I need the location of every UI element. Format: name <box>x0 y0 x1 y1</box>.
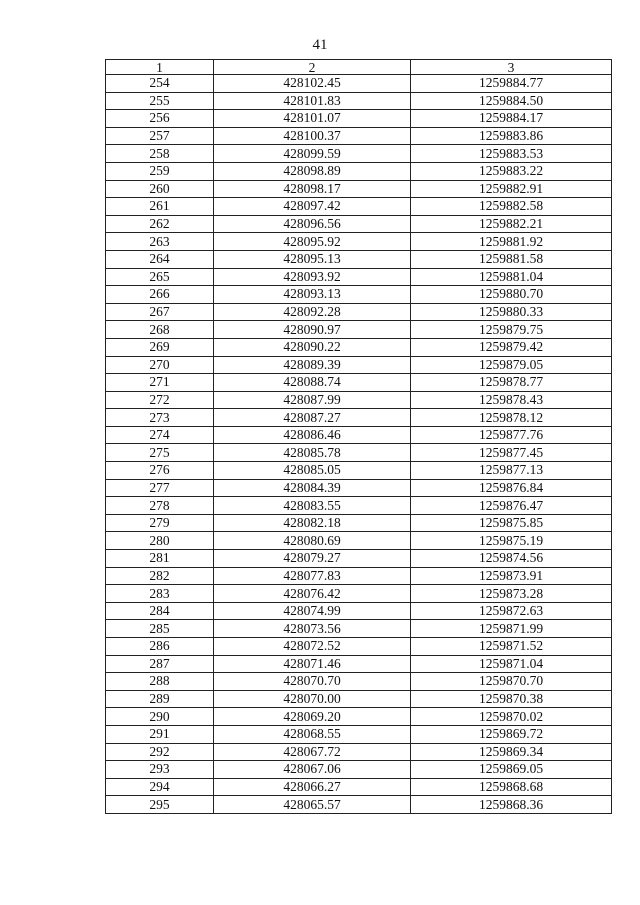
y-coordinate-cell: 1259881.04 <box>411 268 612 286</box>
y-coordinate-cell: 1259869.05 <box>411 761 612 779</box>
point-number-cell: 281 <box>106 550 214 568</box>
point-number-cell: 286 <box>106 638 214 656</box>
table-row <box>106 426 612 444</box>
y-coordinate-cell: 1259883.53 <box>411 145 612 163</box>
column-header-3: 3 <box>411 60 612 75</box>
point-number-cell: 277 <box>106 479 214 497</box>
coordinates-table <box>105 59 612 814</box>
table-row <box>106 233 612 251</box>
y-coordinate-cell: 1259882.21 <box>411 215 612 233</box>
table-row <box>106 303 612 321</box>
y-coordinate-cell: 1259870.38 <box>411 690 612 708</box>
y-coordinate-cell: 1259869.72 <box>411 725 612 743</box>
point-number-cell: 285 <box>106 620 214 638</box>
table-row <box>106 655 612 673</box>
y-coordinate-cell: 1259876.84 <box>411 479 612 497</box>
column-header-1: 1 <box>106 60 214 75</box>
point-number-cell: 260 <box>106 180 214 198</box>
page-number: 41 <box>312 37 328 53</box>
y-coordinate-cell: 1259883.22 <box>411 162 612 180</box>
table-row <box>106 497 612 515</box>
point-number-cell: 293 <box>106 761 214 779</box>
x-coordinate-cell: 428071.46 <box>214 655 411 673</box>
x-coordinate-cell: 428085.05 <box>214 462 411 480</box>
table-row <box>106 462 612 480</box>
x-coordinate-cell: 428070.70 <box>214 673 411 691</box>
x-coordinate-cell: 428066.27 <box>214 778 411 796</box>
table-row <box>106 110 612 128</box>
point-number-cell: 287 <box>106 655 214 673</box>
x-coordinate-cell: 428090.22 <box>214 338 411 356</box>
table-body <box>106 75 612 814</box>
table-row <box>106 585 612 603</box>
x-coordinate-cell: 428083.55 <box>214 497 411 515</box>
y-coordinate-cell: 1259879.42 <box>411 338 612 356</box>
x-coordinate-cell: 428069.20 <box>214 708 411 726</box>
x-coordinate-cell: 428102.45 <box>214 75 411 93</box>
y-coordinate-cell: 1259872.63 <box>411 602 612 620</box>
table-row <box>106 514 612 532</box>
y-coordinate-cell: 1259884.50 <box>411 92 612 110</box>
x-coordinate-cell: 428089.39 <box>214 356 411 374</box>
x-coordinate-cell: 428101.07 <box>214 110 411 128</box>
point-number-cell: 254 <box>106 75 214 93</box>
x-coordinate-cell: 428077.83 <box>214 567 411 585</box>
x-coordinate-cell: 428084.39 <box>214 479 411 497</box>
y-coordinate-cell: 1259877.45 <box>411 444 612 462</box>
table-row <box>106 550 612 568</box>
point-number-cell: 262 <box>106 215 214 233</box>
y-coordinate-cell: 1259879.05 <box>411 356 612 374</box>
y-coordinate-cell: 1259880.33 <box>411 303 612 321</box>
point-number-cell: 268 <box>106 321 214 339</box>
table-row <box>106 444 612 462</box>
y-coordinate-cell: 1259870.02 <box>411 708 612 726</box>
x-coordinate-cell: 428068.55 <box>214 725 411 743</box>
table-header <box>106 60 612 75</box>
point-number-cell: 255 <box>106 92 214 110</box>
header-row <box>106 60 612 75</box>
x-coordinate-cell: 428085.78 <box>214 444 411 462</box>
table-row <box>106 690 612 708</box>
table-row <box>106 391 612 409</box>
point-number-cell: 288 <box>106 673 214 691</box>
x-coordinate-cell: 428070.00 <box>214 690 411 708</box>
y-coordinate-cell: 1259878.12 <box>411 409 612 427</box>
y-coordinate-cell: 1259878.43 <box>411 391 612 409</box>
point-number-cell: 261 <box>106 198 214 216</box>
point-number-cell: 265 <box>106 268 214 286</box>
point-number-cell: 264 <box>106 250 214 268</box>
point-number-cell: 259 <box>106 162 214 180</box>
x-coordinate-cell: 428098.89 <box>214 162 411 180</box>
table-row <box>106 215 612 233</box>
x-coordinate-cell: 428087.99 <box>214 391 411 409</box>
y-coordinate-cell: 1259876.47 <box>411 497 612 515</box>
point-number-cell: 278 <box>106 497 214 515</box>
point-number-cell: 283 <box>106 585 214 603</box>
y-coordinate-cell: 1259877.13 <box>411 462 612 480</box>
y-coordinate-cell: 1259875.19 <box>411 532 612 550</box>
table-row <box>106 180 612 198</box>
point-number-cell: 282 <box>106 567 214 585</box>
point-number-cell: 284 <box>106 602 214 620</box>
x-coordinate-cell: 428079.27 <box>214 550 411 568</box>
x-coordinate-cell: 428100.37 <box>214 127 411 145</box>
point-number-cell: 258 <box>106 145 214 163</box>
x-coordinate-cell: 428074.99 <box>214 602 411 620</box>
x-coordinate-cell: 428090.97 <box>214 321 411 339</box>
point-number-cell: 263 <box>106 233 214 251</box>
x-coordinate-cell: 428076.42 <box>214 585 411 603</box>
table-row <box>106 708 612 726</box>
point-number-cell: 294 <box>106 778 214 796</box>
table-row <box>106 145 612 163</box>
point-number-cell: 267 <box>106 303 214 321</box>
table-row <box>106 409 612 427</box>
y-coordinate-cell: 1259879.75 <box>411 321 612 339</box>
table-row <box>106 602 612 620</box>
table-row <box>106 567 612 585</box>
y-coordinate-cell: 1259880.70 <box>411 286 612 304</box>
y-coordinate-cell: 1259873.28 <box>411 585 612 603</box>
x-coordinate-cell: 428080.69 <box>214 532 411 550</box>
table-row <box>106 286 612 304</box>
table-row <box>106 250 612 268</box>
table-row <box>106 127 612 145</box>
x-coordinate-cell: 428099.59 <box>214 145 411 163</box>
table-row <box>106 75 612 93</box>
y-coordinate-cell: 1259884.17 <box>411 110 612 128</box>
point-number-cell: 292 <box>106 743 214 761</box>
point-number-cell: 276 <box>106 462 214 480</box>
y-coordinate-cell: 1259881.92 <box>411 233 612 251</box>
y-coordinate-cell: 1259871.52 <box>411 638 612 656</box>
point-number-cell: 271 <box>106 374 214 392</box>
point-number-cell: 289 <box>106 690 214 708</box>
x-coordinate-cell: 428093.92 <box>214 268 411 286</box>
y-coordinate-cell: 1259871.99 <box>411 620 612 638</box>
point-number-cell: 272 <box>106 391 214 409</box>
y-coordinate-cell: 1259875.85 <box>411 514 612 532</box>
x-coordinate-cell: 428096.56 <box>214 215 411 233</box>
table-row <box>106 725 612 743</box>
y-coordinate-cell: 1259883.86 <box>411 127 612 145</box>
y-coordinate-cell: 1259868.36 <box>411 796 612 814</box>
y-coordinate-cell: 1259873.91 <box>411 567 612 585</box>
table-row <box>106 638 612 656</box>
column-header-2: 2 <box>214 60 411 75</box>
point-number-cell: 279 <box>106 514 214 532</box>
y-coordinate-cell: 1259868.68 <box>411 778 612 796</box>
table-row <box>106 92 612 110</box>
table-row <box>106 620 612 638</box>
x-coordinate-cell: 428088.74 <box>214 374 411 392</box>
point-number-cell: 295 <box>106 796 214 814</box>
table-row <box>106 479 612 497</box>
point-number-cell: 275 <box>106 444 214 462</box>
x-coordinate-cell: 428072.52 <box>214 638 411 656</box>
point-number-cell: 266 <box>106 286 214 304</box>
table-row <box>106 198 612 216</box>
y-coordinate-cell: 1259877.76 <box>411 426 612 444</box>
point-number-cell: 273 <box>106 409 214 427</box>
x-coordinate-cell: 428065.57 <box>214 796 411 814</box>
x-coordinate-cell: 428101.83 <box>214 92 411 110</box>
point-number-cell: 269 <box>106 338 214 356</box>
x-coordinate-cell: 428092.28 <box>214 303 411 321</box>
y-coordinate-cell: 1259881.58 <box>411 250 612 268</box>
y-coordinate-cell: 1259882.58 <box>411 198 612 216</box>
x-coordinate-cell: 428087.27 <box>214 409 411 427</box>
table-row <box>106 356 612 374</box>
x-coordinate-cell: 428095.92 <box>214 233 411 251</box>
y-coordinate-cell: 1259882.91 <box>411 180 612 198</box>
x-coordinate-cell: 428086.46 <box>214 426 411 444</box>
x-coordinate-cell: 428097.42 <box>214 198 411 216</box>
x-coordinate-cell: 428095.13 <box>214 250 411 268</box>
table-row <box>106 673 612 691</box>
x-coordinate-cell: 428067.72 <box>214 743 411 761</box>
table-row <box>106 338 612 356</box>
y-coordinate-cell: 1259874.56 <box>411 550 612 568</box>
point-number-cell: 290 <box>106 708 214 726</box>
x-coordinate-cell: 428082.18 <box>214 514 411 532</box>
table-row <box>106 778 612 796</box>
point-number-cell: 274 <box>106 426 214 444</box>
table-row <box>106 532 612 550</box>
point-number-cell: 270 <box>106 356 214 374</box>
x-coordinate-cell: 428093.13 <box>214 286 411 304</box>
y-coordinate-cell: 1259869.34 <box>411 743 612 761</box>
y-coordinate-cell: 1259871.04 <box>411 655 612 673</box>
y-coordinate-cell: 1259878.77 <box>411 374 612 392</box>
table-row <box>106 761 612 779</box>
x-coordinate-cell: 428098.17 <box>214 180 411 198</box>
point-number-cell: 291 <box>106 725 214 743</box>
point-number-cell: 257 <box>106 127 214 145</box>
y-coordinate-cell: 1259884.77 <box>411 75 612 93</box>
table-row <box>106 321 612 339</box>
table-row <box>106 374 612 392</box>
table-row <box>106 268 612 286</box>
table-row <box>106 162 612 180</box>
point-number-cell: 280 <box>106 532 214 550</box>
x-coordinate-cell: 428067.06 <box>214 761 411 779</box>
table-row <box>106 743 612 761</box>
x-coordinate-cell: 428073.56 <box>214 620 411 638</box>
table-row <box>106 796 612 814</box>
y-coordinate-cell: 1259870.70 <box>411 673 612 691</box>
point-number-cell: 256 <box>106 110 214 128</box>
